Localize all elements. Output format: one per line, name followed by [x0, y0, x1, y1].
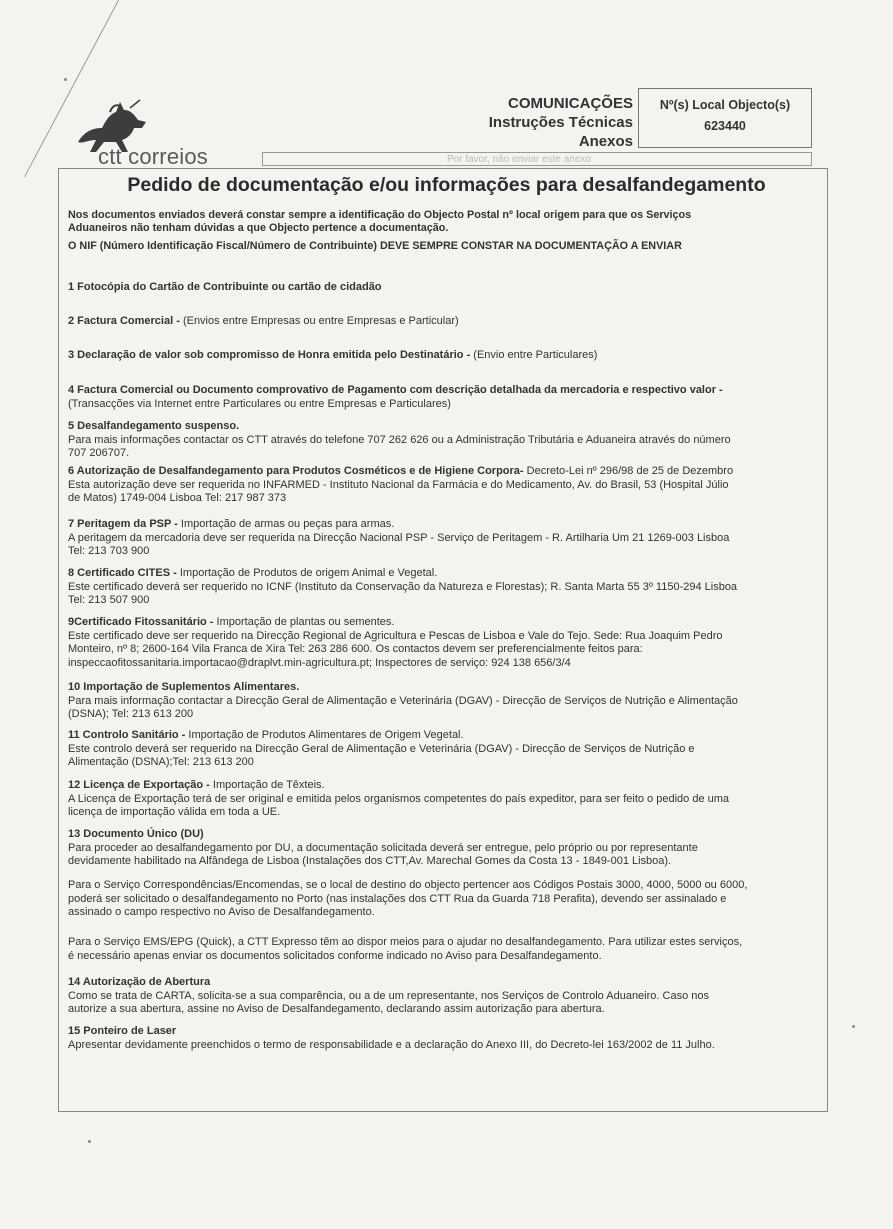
item-body-line: Como se trata de CARTA, solicita-se a sua comparência, ou a de um representante, nos Serviços de Controlo Aduaneiro. Caso nos — [68, 989, 709, 1002]
item-body-line: Para mais informação contactar a Direcção Geral de Alimentação e Veterinária (DGAV) - Direcção de Serviços de Nutrição e Alimentação — [68, 694, 738, 707]
item-body-line: inspeccaofitossanitaria.importacao@draplvt.min-agricultura.pt; Inspectores de serviço: 924 138 656/3/4 — [68, 656, 571, 669]
scan-speck — [88, 1140, 91, 1143]
item-body-line: assinado o campo respectivo no Aviso de Desalfandegamento. — [68, 906, 375, 918]
item-body-line: (DSNA); Tel: 213 613 200 — [68, 708, 194, 720]
item-5 — [68, 420, 818, 461]
item-2 — [68, 315, 818, 329]
item-7 — [68, 518, 818, 559]
intro-line: Aduaneiros não tenham dúvidas a que Objecto pertence a documentação. — [68, 222, 449, 234]
item-heading: 2 Factura Comercial - — [68, 315, 183, 327]
item-heading: 10 Importação de Suplementos Alimentares. — [68, 681, 300, 693]
logo-text: ctt correios — [98, 144, 208, 169]
item-body-line: Para o Serviço Correspondências/Encomendas, se o local de destino do objecto pertencer aos Códigos Postais 3000, 4000, 5000 ou 6000, — [68, 879, 748, 891]
intro-line: Nos documentos enviados deverá constar sempre a identificação do Objecto Postal nº local origem para que os Serviços — [68, 209, 692, 221]
item-body-line: Para mais informações contactar os CTT através do telefone 707 262 626 ou a Administração Tributária e Aduaneira através do número — [68, 433, 731, 446]
item-subtitle: Importação de Produtos Alimentares de Origem Vegetal. — [188, 729, 464, 741]
header-line-1: COMUNICAÇÕES — [507, 95, 633, 112]
item-1 — [68, 281, 818, 295]
item-body-line: Alimentação (DSNA);Tel: 213 613 200 — [68, 756, 254, 768]
item-4 — [68, 384, 818, 411]
item-heading: 5 Desalfandegamento suspenso. — [68, 420, 240, 432]
item-body-line: Este certificado deverá ser requerido no ICNF (Instituto da Conservação da Natureza e Florestas); R. Santa Marta 55 3º 1150-294 Lisboa — [68, 580, 738, 593]
item-body-line: Tel: 213 507 900 — [68, 594, 150, 606]
item-body-line: poderá ser solicitado o desalfandegamento no Porto (nas instalações dos CTT Rua da Guarda 718 Perafita), devendo ser assinalado e — [68, 892, 727, 905]
item-heading: 12 Licença de Exportação - — [68, 779, 213, 791]
item-subtitle: Importação de armas ou peças para armas. — [180, 518, 395, 530]
item-body-line: Este controlo deverá ser requerido na Direcção Geral de Alimentação e Veterinária (DGAV) - Direcção de Serviços de Nutrição e — [68, 742, 695, 755]
nif-notice: O NIF (Número Identificação Fiscal/Número de Contribuinte) DEVE SEMPRE CONSTAR NA DOCUMENTAÇÃO A ENVIAR — [68, 240, 682, 252]
item-heading: 11 Controlo Sanitário - — [68, 729, 189, 741]
item-heading: 9Certificado Fitossanitário - — [68, 616, 217, 628]
item-body-line: Monteiro, nº 8; 2600-164 Vila Franca de Xira Tel: 263 286 600. Os contactos devem ser preferencialmente feitos para: — [68, 643, 643, 655]
item-heading: 8 Certificado CITES - — [68, 567, 180, 579]
item-9 — [68, 616, 818, 670]
item-body-line: Apresentar devidamente preenchidos o termo de responsabilidade e a declaração do Anexo III, do Decreto-lei 163/2002 de 11 Julho. — [68, 1038, 715, 1051]
item-body-line: licença de importação válida em toda a UE. — [68, 806, 281, 818]
item-heading: 7 Peritagem da PSP - — [68, 518, 181, 530]
header-line-3: Anexos — [578, 133, 633, 150]
item-heading: 4 Factura Comercial ou Documento comprovativo de Pagamento com descrição detalhada da mercadoria e respectivo valor - — [68, 384, 723, 396]
item-body-line: autorize a sua abertura, assine no Aviso de Desalfandegamento, declarando assim autorização para abertura. — [68, 1003, 605, 1015]
item-body-line: 707 206707. — [68, 447, 130, 459]
item-subtitle: Importação de Têxteis. — [212, 779, 325, 791]
item-13-ems-paragraph — [68, 936, 818, 963]
item-12 — [68, 779, 818, 820]
item-13 — [68, 828, 818, 869]
item-heading: 6 Autorização de Desalfandegamento para Produtos Cosméticos e de Higiene Corpora- — [68, 465, 524, 477]
item-body-line: é necessário apenas enviar os documentos solicitados conforme indicado no Aviso para Desalfandegamento. — [68, 949, 602, 962]
item-subtitle: Importação de plantas ou sementes. — [216, 616, 395, 628]
item-body-line: (Transacções via Internet entre Particulares ou entre Empresas e Particulares) — [68, 397, 451, 410]
header-line-2: Instruções Técnicas — [488, 114, 633, 131]
item-body-line: A peritagem da mercadoria deve ser requerida na Direcção Nacional PSP - Serviço de Peritagem - R. Artilharia Um 21 1269-003 Lisboa — [68, 531, 730, 544]
item-subtitle: (Envios entre Empresas ou entre Empresas e Particular) — [182, 315, 459, 327]
scan-speck — [64, 78, 67, 81]
item-6 — [68, 465, 818, 506]
item-heading: 1 Fotocópia do Cartão de Contribuinte ou cartão de cidadão — [68, 281, 382, 293]
scan-speck — [852, 1025, 855, 1028]
item-14 — [68, 976, 818, 1017]
item-body-line: A Licença de Exportação terá de ser original e emitida pelos organismos competentes do país expeditor, para ser feito o pedido de uma — [68, 792, 730, 805]
item-heading: 15 Ponteiro de Laser — [68, 1025, 177, 1037]
item-subtitle: Decreto-Lei nº 296/98 de 25 de Dezembro — [523, 465, 734, 477]
item-13-porto-paragraph — [68, 879, 818, 920]
item-heading: 3 Declaração de valor sob compromisso de Honra emitida pelo Destinatário - — [68, 349, 474, 361]
item-body-line: Esta autorização deve ser requerida no INFARMED - Instituto Nacional da Farmácia e do Medicamento, Av. do Brasil, 53 (Hospital Júlio — [68, 478, 729, 491]
header-lines — [489, 94, 633, 151]
ctt-logo — [70, 98, 230, 174]
item-body-line: devidamente habilitado na Alfândega de Lisboa (Instalações dos CTT,Av. Marechal Gomes da Costa 13 - 1849-001 Lisboa). — [68, 855, 672, 867]
item-subtitle: (Envio entre Particulares) — [473, 349, 598, 361]
object-number-box — [638, 88, 812, 148]
object-number: 623440 — [704, 119, 746, 133]
item-body-line: de Matos) 1749-004 Lisboa Tel: 217 987 373 — [68, 492, 287, 504]
item-body-line: Para proceder ao desalfandegamento por DU, a documentação solicitada deverá ser entregue, pelo próprio ou por representante — [68, 841, 698, 854]
item-10 — [68, 681, 818, 722]
item-body-line: Este certificado deve ser requerido na Direcção Regional de Agricultura e Pescas de Lisboa e Vale do Tejo. Sede: Rua Joaquim Pedro — [68, 629, 723, 642]
item-subtitle: Importação de Produtos de origem Animal e Vegetal. — [179, 567, 438, 579]
item-8 — [68, 567, 818, 608]
item-15 — [68, 1025, 818, 1052]
object-box-label: Nº(s) Local Objecto(s) — [659, 98, 791, 112]
item-3 — [68, 349, 818, 363]
item-heading: 13 Documento Único (DU) — [68, 828, 204, 840]
item-11 — [68, 729, 818, 770]
item-heading: 14 Autorização de Abertura — [68, 976, 211, 988]
item-body-line: Para o Serviço EMS/EPG (Quick), a CTT Expresso têm ao dispor meios para o ajudar no desalfandegamento. Para utilizar estes serviços, — [68, 936, 743, 948]
notice-bar: Por favor, não enviar este anexo — [262, 152, 812, 166]
item-body-line: Tel: 213 703 900 — [68, 545, 150, 557]
page-title: Pedido de documentação e/ou informações para desalfandegamento — [127, 174, 766, 196]
